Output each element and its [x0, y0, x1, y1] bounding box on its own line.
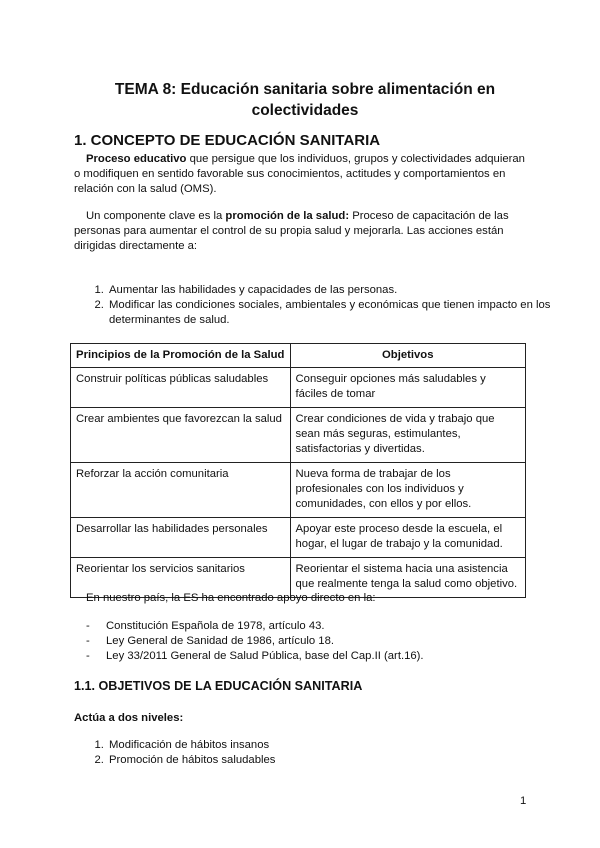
section-heading-concepto: 1. CONCEPTO DE EDUCACIÓN SANITARIA: [74, 132, 381, 149]
laws-list: [86, 619, 526, 665]
table-header-row: [71, 344, 526, 368]
bold-term: Proceso educativo: [86, 153, 187, 165]
paragraph-promocion-salud: [74, 209, 534, 255]
actions-list: [74, 283, 567, 329]
dash-marker: -: [86, 635, 90, 648]
table-cell: Crear ambientes que favorezcan la salud: [71, 408, 291, 463]
table-cell: Construir políticas públicas saludables: [71, 368, 291, 408]
list-item: 2. Promoción de hábitos saludables: [107, 753, 567, 768]
column-header-principios: Principios de la Promoción de la Salud: [71, 344, 291, 368]
list-item-text: Ley 33/2011 General de Salud Pública, base del Cap.II (art.16).: [106, 650, 424, 663]
table-cell: Conseguir opciones más saludables y fáciles de tomar: [290, 368, 526, 408]
list-item: 1. Aumentar las habilidades y capacidades de las personas.: [107, 283, 567, 298]
table-cell: Nueva forma de trabajar de los profesionales con los individuos y comunidades, con ellos y por ellos.: [290, 463, 526, 518]
list-item: [86, 619, 526, 634]
dash-marker: -: [86, 620, 90, 632]
table-cell: Reorientar los servicios sanitarios: [71, 558, 291, 598]
table-cell: Reorientar el sistema hacia una asistencia que realmente tenga la salud como objetivo.: [290, 558, 526, 598]
paragraph-support-intro: [74, 591, 534, 606]
paragraph-text: Proceso de capacitación de las personas para aumentar el control de su propia salud y mejorarla. Las acciones están dirigidas directamente a:: [74, 210, 509, 253]
list-item: [86, 634, 526, 649]
list-item-text: Constitución Española de 1978, artículo 43.: [106, 620, 325, 632]
table-cell: Desarrollar las habilidades personales: [71, 518, 291, 558]
dash-marker: -: [86, 650, 90, 663]
subsection-subheading: Actúa a dos niveles:: [74, 712, 184, 724]
bold-term: promoción de la salud:: [225, 210, 350, 222]
list-item: 1. Modificación de hábitos insanos: [107, 738, 567, 753]
paragraph-lead: Un componente clave es la: [86, 210, 226, 222]
table-cell: Crear condiciones de vida y trabajo que sean más seguras, estimulantes, satisfactorias y divertidas.: [290, 408, 526, 463]
list-item: 2. Modificar las condiciones sociales, ambientales y económicas que tienen impacto en los determinantes de salud.: [107, 298, 567, 328]
table-row: [71, 463, 526, 518]
levels-list: [74, 738, 567, 768]
table-cell: Apoyar este proceso desde la escuela, el hogar, el lugar de trabajo y la comunidad.: [290, 518, 526, 558]
column-header-objetivos: Objetivos: [290, 344, 526, 368]
list-item: [86, 649, 526, 664]
table-row: [71, 518, 526, 558]
paragraph-text: En nuestro país, la ES ha encontrado apoyo directo en la:: [86, 592, 376, 604]
list-item-text: Ley General de Sanidad de 1986, artículo 18.: [106, 635, 334, 648]
principles-table: [70, 343, 526, 598]
table-row: [71, 408, 526, 463]
page-number: 1: [520, 795, 527, 807]
table-cell: Reforzar la acción comunitaria: [71, 463, 291, 518]
paragraph-text: que persigue que los individuos, grupos y colectividades adquieran o modifiquen en sentido favorable sus conocimientos, actitudes y comportamientos en relación con la salud (OMS).: [74, 153, 525, 196]
document-title: TEMA 8: Educación sanitaria sobre alimentación en colectividades: [114, 81, 496, 119]
paragraph-proceso-educativo: [74, 152, 534, 198]
subsection-heading-objetivos: 1.1. OBJETIVOS DE LA EDUCACIÓN SANITARIA: [74, 679, 363, 693]
table-row: [71, 368, 526, 408]
